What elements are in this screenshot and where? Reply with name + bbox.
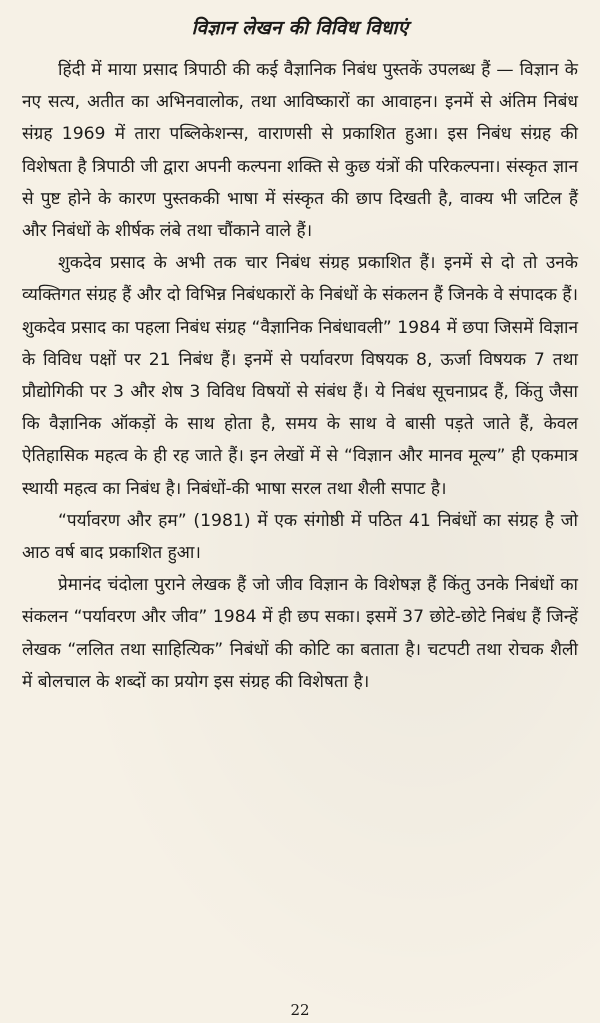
paragraph-4: प्रेमानंद चंदोला पुराने लेखक हैं जो जीव विज्ञान के विशेषज्ञ हैं किंतु उनके निबंधों का संकलन “पर्यावरण और जीव” 1984 में ही छप सका। इसमें 37 छोटे-छोटे निबंध हैं जिन्हें लेखक “ललित तथा साहित्यिक” निबंधों की कोटि का बताता है। चटपटी तथा रोचक शैली में बोलचाल के शब्दों का प्रयोग इस संग्रह की विशेषता है।: [22, 575, 578, 692]
page-heading: विज्ञान लेखन की विविध विधाएं: [191, 17, 409, 39]
page-number: 22: [290, 1001, 310, 1019]
paragraph-3: “पर्यावरण और हम” (1981) में एक संगोष्ठी में पठित 41 निबंधों का संग्रह है जो आठ वर्ष बाद प्रकाशित हुआ।: [22, 510, 578, 564]
paragraph-2: शुकदेव प्रसाद के अभी तक चार निबंध संग्रह प्रकाशित हैं। इनमें से दो तो उनके व्यक्तिगत संग्रह हैं और दो विभिन्न निबंधकारों के निबंधों के संकलन हैं जिनके वे संपादक हैं। शुकदेव प्रसाद का पहला निबंध संग्रह “वैज्ञानिक निबंधावली” 1984 में छपा जिसमें विज्ञान के विविध पक्षों पर 21 निबंध हैं। इनमें से पर्यावरण विषयक 8, ऊर्जा विषयक 7 तथा प्रौद्योगिकी पर 3 और शेष 3 विविध विषयों से संबंध हैं। ये निबंध सूचनाप्रद हैं, किंतु जैसा कि वैज्ञानिक ऑकड़ों के साथ होता है, समय के साथ वे बासी पड़ते जाते हैं, केवल ऐतिहासिक महत्व के ही रह जाते हैं। इन लेखों में से “विज्ञान और मानव मूल्य” ही एकमात्र स्थायी महत्व का निबंध है। निबंधों-की भाषा सरल तथा शैली सपाट है।: [22, 253, 579, 499]
body-text: [22, 54, 578, 698]
paragraph-1: हिंदी में माया प्रसाद त्रिपाठी की कई वैज्ञानिक निबंध पुस्तकें उपलब्ध हैं — विज्ञान के नए सत्य, अतीत का अभिनवालोक, तथा आविष्कारों का आवाहन। इनमें से अंतिम निबंध संग्रह 1969 में तारा पब्लिकेशन्स, वाराणसी से प्रकाशित हुआ। इस निबंध संग्रह की विशेषता है त्रिपाठी जी द्वारा अपनी कल्पना शक्ति से कुछ यंत्रों की परिकल्पना। संस्कृत ज्ञान से पुष्ट होने के कारण पुस्तककी भाषा में संस्कृत की छाप दिखती है, वाक्य भी जटिल हैं और निबंधों के शीर्षक लंबे तथा चौंकाने वाले हैं।: [22, 60, 578, 242]
